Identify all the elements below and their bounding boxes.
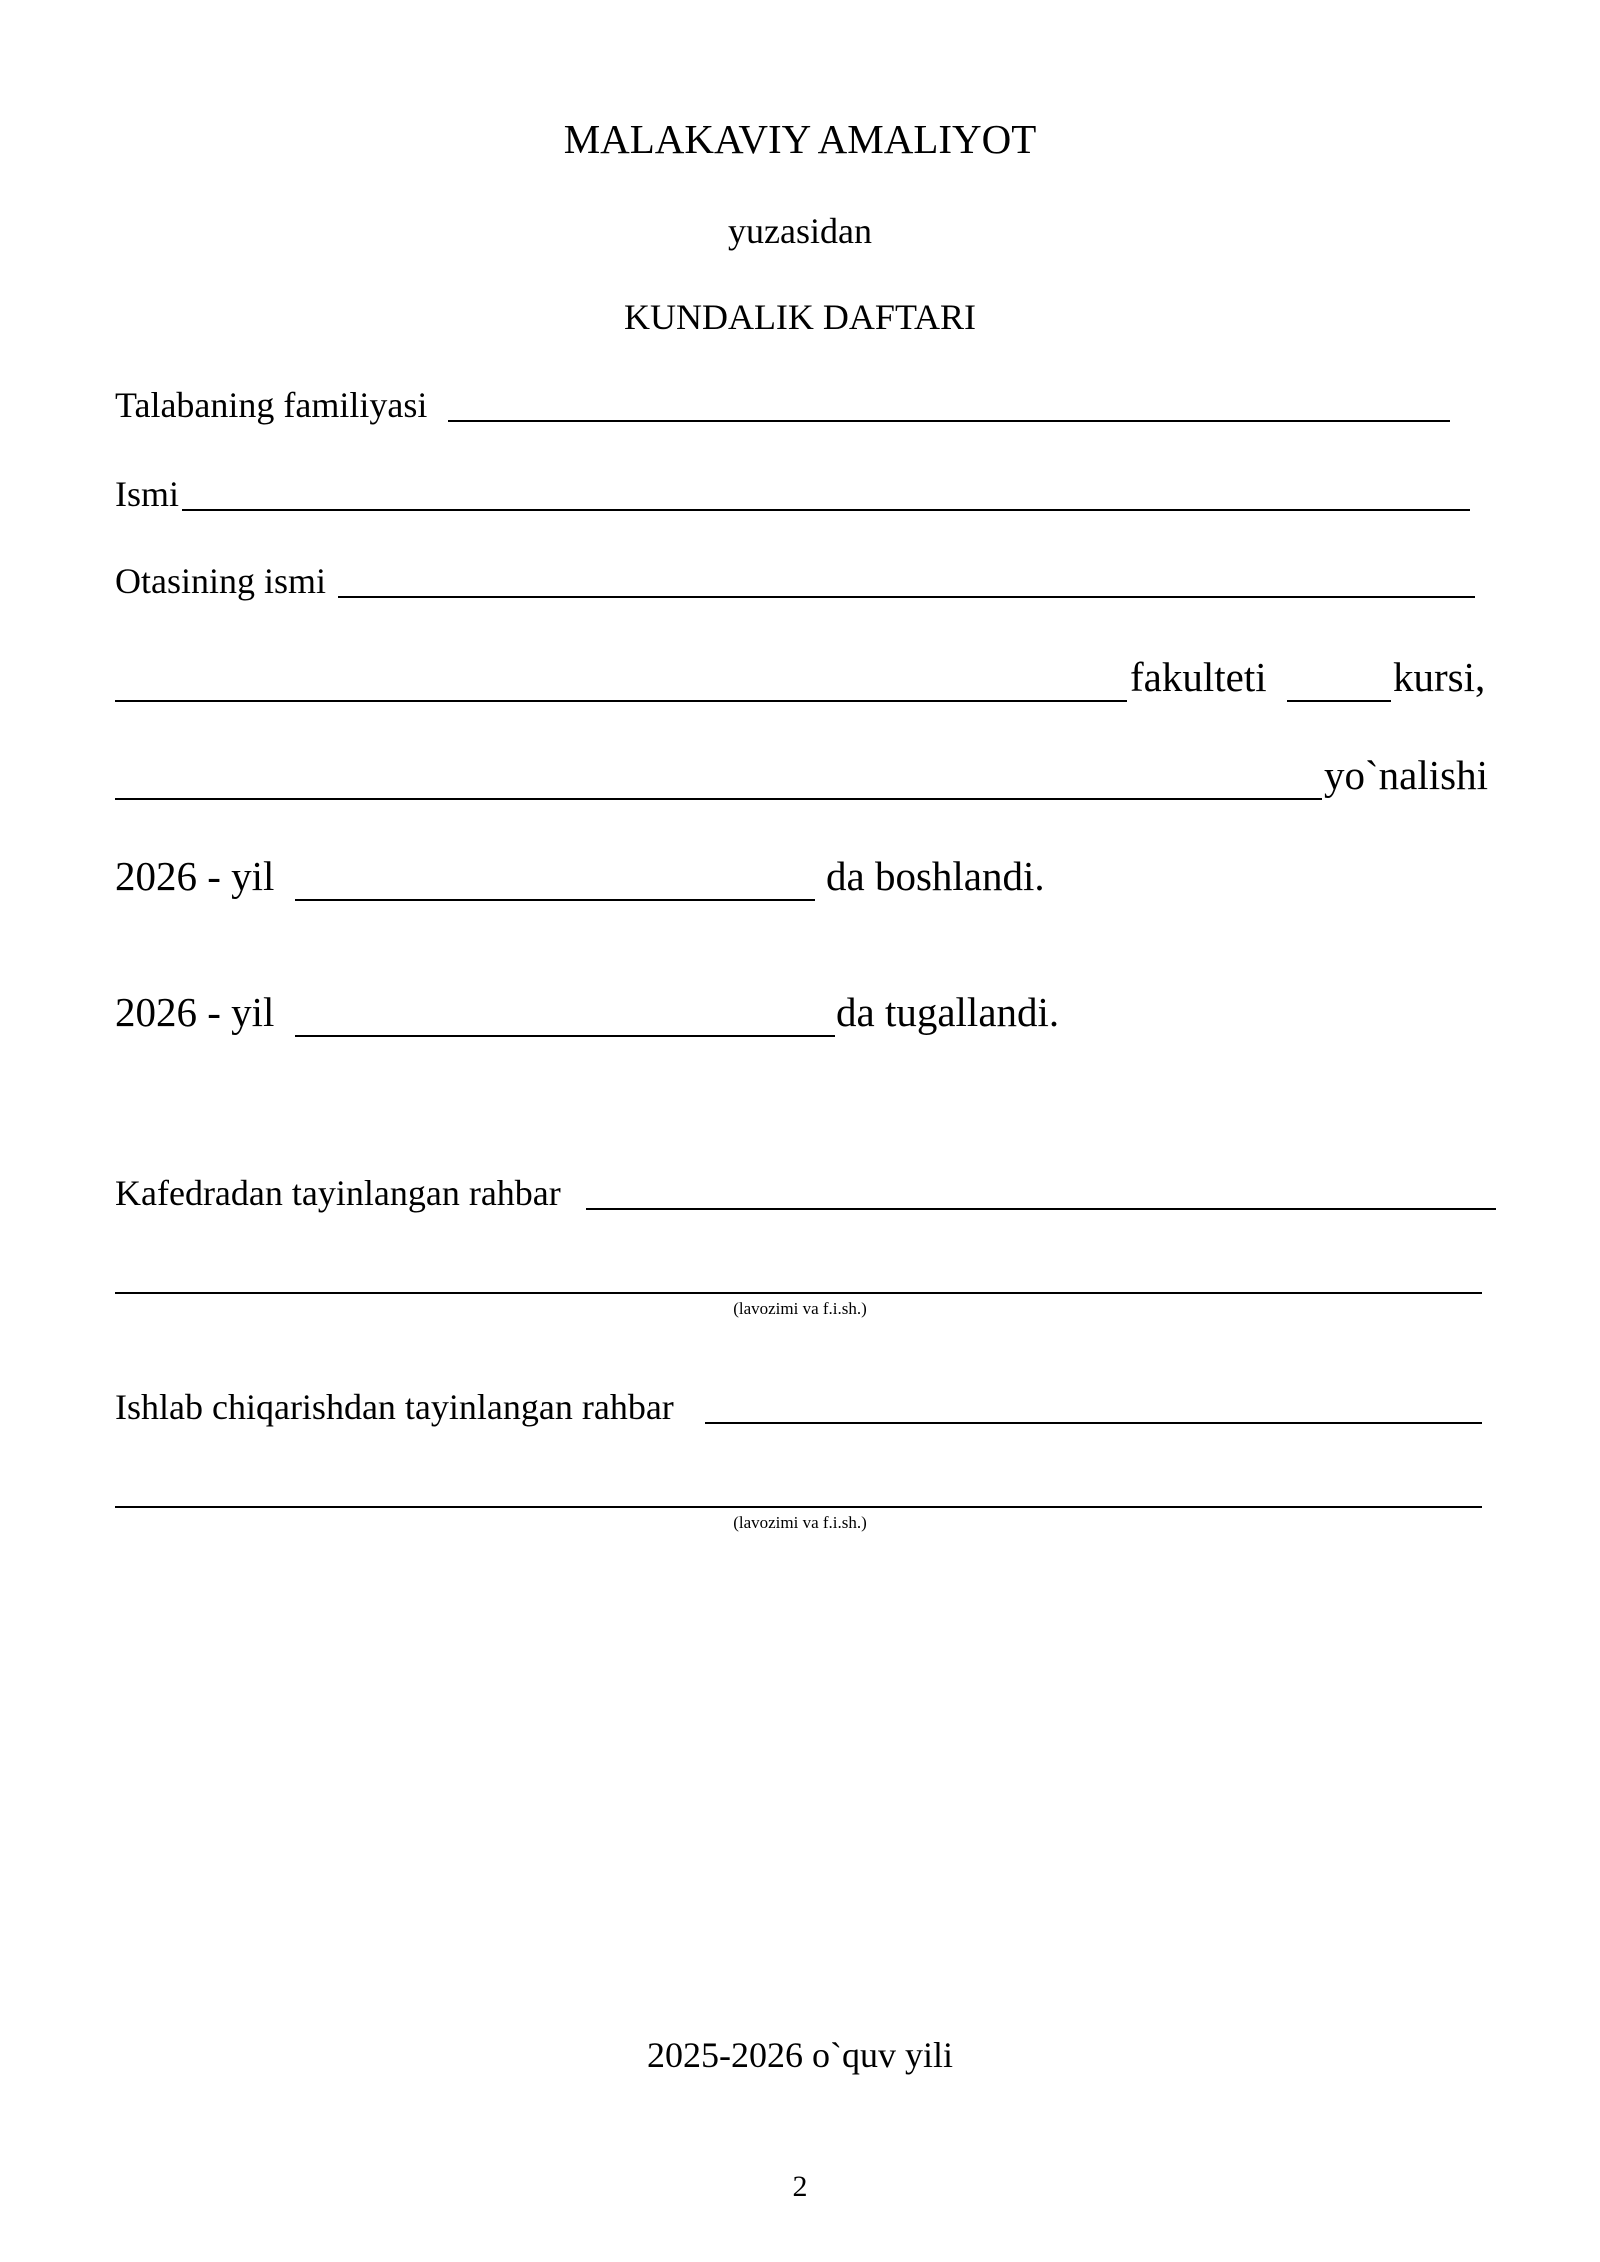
prod-supervisor-field[interactable] <box>705 1422 1482 1424</box>
patronymic-label: Otasining ismi <box>115 561 327 601</box>
dept-supervisor-field[interactable] <box>586 1208 1496 1210</box>
faculty-field[interactable] <box>115 700 1127 702</box>
academic-year: 2025-2026 o`quv yili <box>647 2035 953 2075</box>
document-title: MALAKAVIY AMALIYOT <box>563 116 1037 162</box>
document-subtitle: yuzasidan <box>728 211 872 251</box>
course-label: kursi, <box>1393 654 1486 700</box>
direction-field[interactable] <box>115 798 1322 800</box>
prod-caption: (lavozimi va f.i.sh.) <box>733 1513 867 1532</box>
direction-label: yo`nalishi <box>1324 752 1488 798</box>
end-date-field[interactable] <box>295 1035 835 1037</box>
patronymic-field[interactable] <box>338 596 1475 598</box>
name-field[interactable] <box>182 509 1470 511</box>
dept-caption: (lavozimi va f.i.sh.) <box>733 1299 867 1318</box>
document-name: KUNDALIK DAFTARI <box>623 297 977 337</box>
end-year-label: 2026 - yil <box>115 989 275 1035</box>
start-year-label: 2026 - yil <box>115 853 275 899</box>
dept-supervisor-label: Kafedradan tayinlangan rahbar <box>115 1173 561 1213</box>
page-number: 2 <box>792 2170 808 2203</box>
dept-supervisor-position-field[interactable] <box>115 1292 1482 1294</box>
end-suffix-label: da tugallandi. <box>836 989 1060 1035</box>
name-label: Ismi <box>115 474 180 514</box>
prod-supervisor-label: Ishlab chiqarishdan tayinlangan rahbar <box>115 1387 674 1427</box>
start-suffix-label: da boshlandi. <box>826 853 1045 899</box>
faculty-label: fakulteti <box>1130 654 1267 700</box>
prod-supervisor-position-field[interactable] <box>115 1506 1482 1508</box>
surname-label: Talabaning familiyasi <box>115 385 428 425</box>
start-date-field[interactable] <box>295 899 815 901</box>
course-field[interactable] <box>1287 700 1391 702</box>
surname-field[interactable] <box>448 420 1450 422</box>
